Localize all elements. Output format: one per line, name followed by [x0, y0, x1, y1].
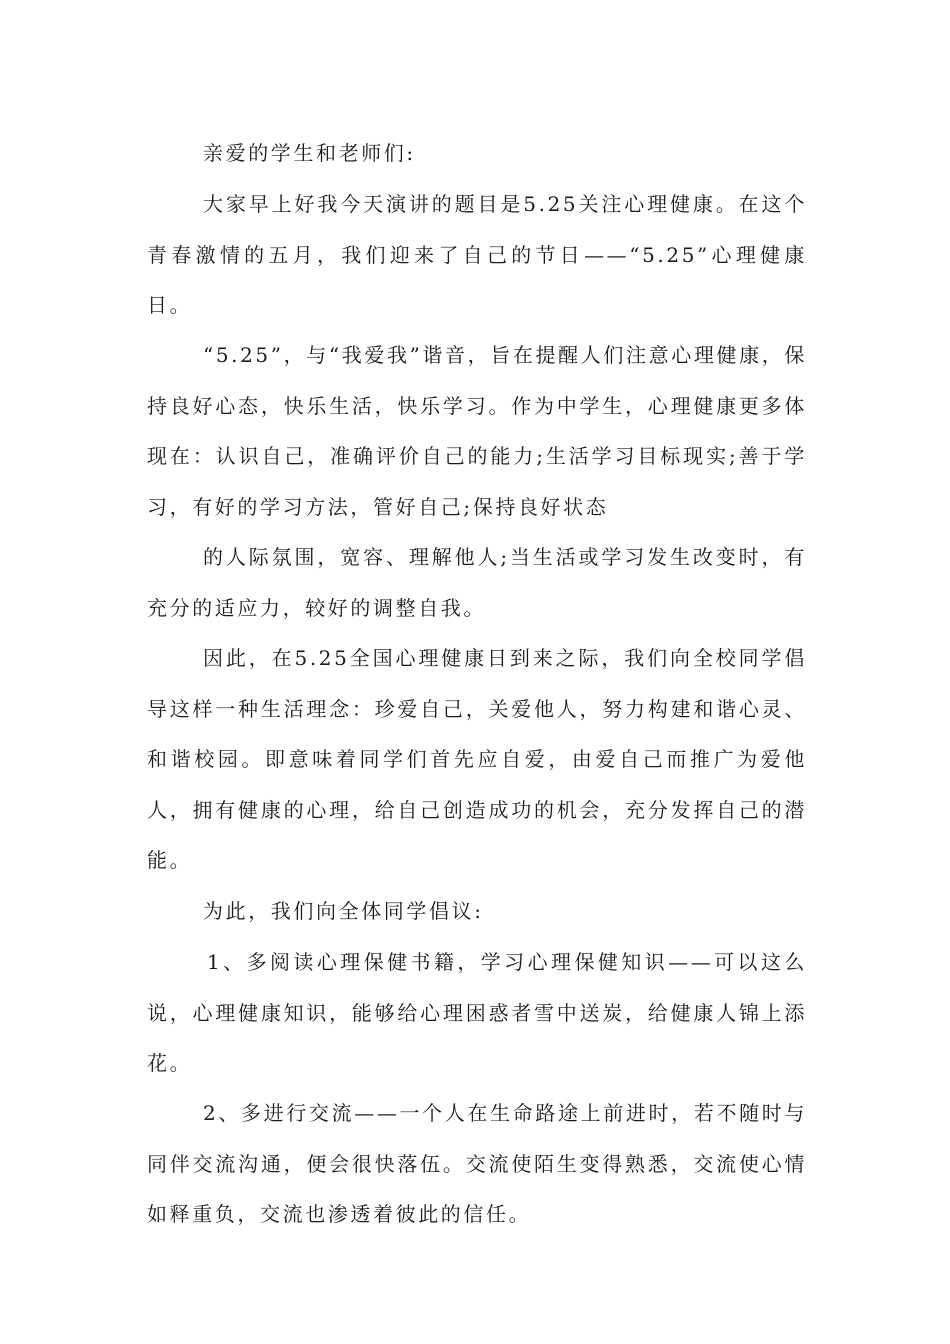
paragraph-continuation: 的人际氛围，宽容、理解他人;当生活或学习发生改变时，有充分的适应力，较好的调整自我。 [147, 545, 807, 620]
proposal-item-1: 1、多阅读心理保健书籍，学习心理保健知识——可以这么说，心理健康知识，能够给心理困惑者雪中送炭，给健康人锦上添花。 [147, 950, 807, 1075]
paragraph-meaning: “5.25”，与“我爱我”谐音，旨在提醒人们注意心理健康，保持良好心态，快乐生活，快乐学习。作为中学生，心理健康更多体现在：认识自己，准确评价自己的能力;生活学习目标现实;善于学习，有好的学习方法，管好自己;保持良好状态 [147, 343, 807, 519]
paragraph-proposal-intro: 为此，我们向全体同学倡议: [203, 899, 484, 923]
proposal-item-2: 2、多进行交流——一个人在生命路途上前进时，若不随时与同伴交流沟通，便会很快落伍。交流使陌生变得熟悉，交流使心情如释重负，交流也渗透着彼此的信任。 [147, 1101, 807, 1226]
paragraph-intro: 大家早上好我今天演讲的题目是5.25关注心理健康。在这个青春激情的五月，我们迎来了自己的节日——“5.25”心理健康日。 [147, 192, 807, 317]
paragraph-concept: 因此，在5.25全国心理健康日到来之际，我们向全校同学倡导这样一种生活理念：珍爱自己，关爱他人，努力构建和谐心灵、和谐校园。即意味着同学们首先应自爱，由爱自己而推广为爱他人，拥有健康的心理，给自己创造成功的机会，充分发挥自己的潜能。 [147, 646, 807, 872]
greeting: 亲爱的学生和老师们: [203, 141, 416, 165]
